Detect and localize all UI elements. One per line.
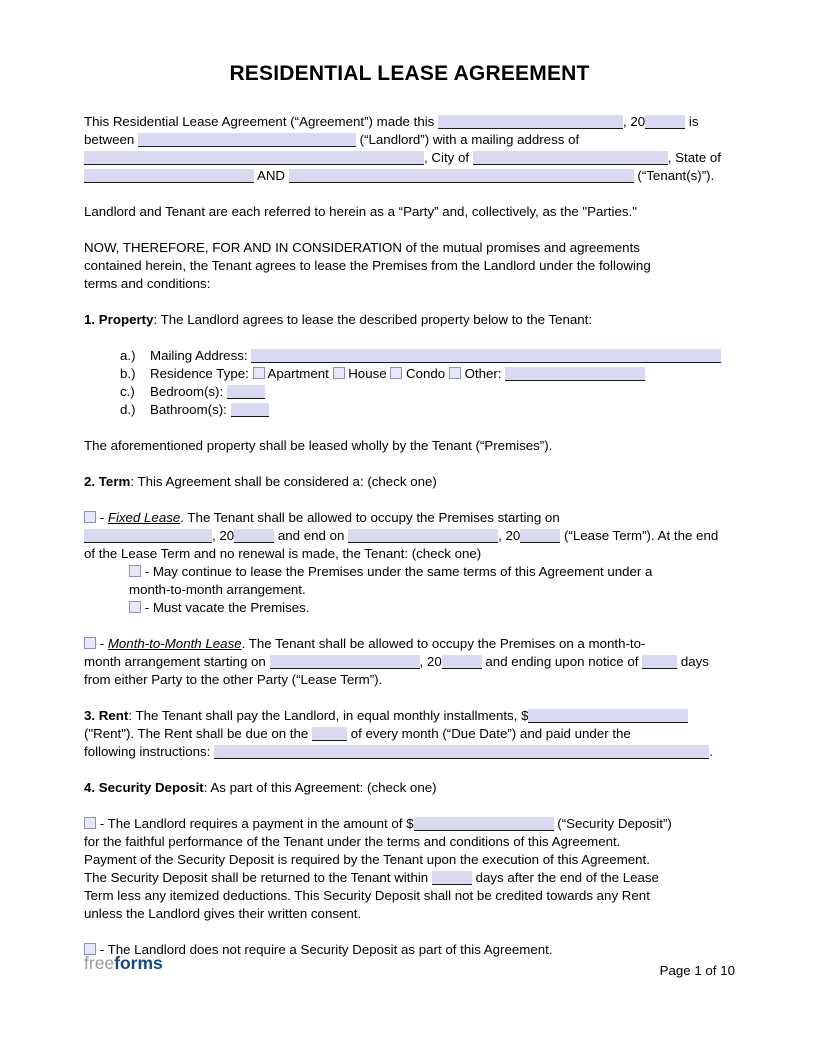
text-segment: : The Tenant shall pay the Landlord, in equal monthly installments, $ [128,708,529,723]
text-segment: : As part of this Agreement: (check one) [203,780,437,795]
text-segment: of the Lease Term and no renewal is made, the Tenant: (check one) [84,546,482,561]
property-item-residence-type [84,365,735,383]
text-segment: . The Tenant shall be allowed to occupy the Premises starting on [180,510,560,525]
text-segment: days [677,654,709,669]
text-segment: ("Rent"). The Rent shall be due on the [84,726,312,741]
text-segment: from either Party to the other Party (“Lease Term”). [84,672,383,687]
page-number-label: Page 1 of 10 [659,963,735,978]
tenant-name-blank[interactable] [289,169,634,183]
text-segment: Mailing Address: [150,348,252,363]
other-residence-checkbox[interactable] [449,367,461,379]
section-1-label: 1. Property [84,312,154,327]
text-segment: Term less any itemized deductions. This Security Deposit shall not be credited towards any Rent [84,888,650,903]
text-segment: Other: [460,366,506,381]
deposit-required-checkbox[interactable] [84,817,96,829]
fixed-lease-checkbox[interactable] [84,511,96,523]
section-2-label: 2. Term [84,474,131,489]
must-vacate-checkbox[interactable] [129,601,141,613]
text-segment: : The Landlord agrees to lease the described property below to the Tenant: [153,312,593,327]
landlord-state-blank[interactable] [84,169,254,183]
landlord-address-blank[interactable] [84,151,424,165]
text-segment: House [344,366,391,381]
text-segment: Payment of the Security Deposit is required by the Tenant upon the execution of this Agreement. [84,852,650,867]
mtm-start-date-blank[interactable] [270,655,420,669]
payment-instructions-blank[interactable] [214,745,709,759]
apartment-checkbox[interactable] [253,367,265,379]
mtm-notice-days-blank[interactable] [642,655,677,669]
fixed-lease-label: Fixed Lease [107,510,181,525]
text-segment: , 20 [212,528,235,543]
text-segment: of every month (“Due Date”) and paid under the [347,726,631,741]
document-title: RESIDENTIAL LEASE AGREEMENT [229,62,590,85]
consideration-paragraph [84,239,735,293]
text-segment: between [84,132,138,147]
text-segment: is [685,114,699,129]
text-segment: Residence Type: [150,366,253,381]
bathrooms-blank[interactable] [231,403,269,417]
property-mailing-address-blank[interactable] [251,349,721,363]
section-3-rent-paragraph [84,707,735,761]
text-segment: (“Lease Term”). At the end [560,528,719,543]
text-segment: Bathroom(s): [150,402,231,417]
text-segment: month-to-month arrangement. [129,582,306,597]
fixed-lease-option-continue [84,563,735,599]
page-footer [84,952,735,980]
month-to-month-label: Month-to-Month Lease [107,636,242,651]
text-segment: - [96,510,108,525]
rent-amount-blank[interactable] [528,709,688,723]
bedrooms-blank[interactable] [227,385,265,399]
fixed-lease-option-vacate [84,599,735,617]
parties-paragraph [84,203,735,221]
text-segment: - The Landlord requires a payment in the amount of $ [96,816,414,831]
item-a-marker: a.) [120,348,136,363]
text-segment: AND [254,168,289,183]
text-segment: , 20 [419,654,442,669]
item-c-marker: c.) [120,384,135,399]
month-to-month-lease-checkbox[interactable] [84,637,96,649]
deposit-return-days-blank[interactable] [432,871,472,885]
text-segment: for the faithful performance of the Tenant under the terms and conditions of this Agreement. [84,834,621,849]
text-segment: , State of [667,150,722,165]
text-segment: (“Landlord”) with a mailing address of [355,132,580,147]
text-segment: month arrangement starting on [84,654,270,669]
fixed-end-year-blank[interactable] [520,529,560,543]
deposit-required-paragraph [84,815,735,923]
month-to-month-paragraph [84,635,735,689]
text-segment: terms and conditions: [84,276,211,291]
house-checkbox[interactable] [333,367,345,379]
intro-paragraph [84,113,735,185]
text-segment: and end on [274,528,349,543]
property-item-bedrooms [84,383,735,401]
property-item-mailing-address [84,347,735,365]
fixed-end-date-blank[interactable] [348,529,498,543]
text-segment: This Residential Lease Agreement (“Agreement”) made this [84,114,439,129]
text-segment: Apartment [264,366,333,381]
agreement-year-blank[interactable] [645,115,685,129]
text-segment: contained herein, the Tenant agrees to lease the Premises from the Landlord under the following [84,258,651,273]
fixed-start-date-blank[interactable] [84,529,212,543]
text-segment: NOW, THEREFORE, FOR AND IN CONSIDERATION of the mutual promises and agreements [84,240,640,255]
text-segment: unless the Landlord gives their written consent. [84,906,362,921]
section-4-label: 4. Security Deposit [84,780,204,795]
section-4-deposit-heading [84,779,735,797]
rent-due-day-blank[interactable] [312,727,347,741]
deposit-amount-blank[interactable] [414,817,554,831]
logo-forms-text: forms [114,953,163,973]
text-segment: : This Agreement shall be considered a: (check one) [130,474,437,489]
text-segment: - May continue to lease the Premises under the same terms of this Agreement under a [141,564,653,579]
logo-free-text: free [84,953,115,973]
property-item-bathrooms [84,401,735,419]
text-segment: The Security Deposit shall be returned to the Tenant within [84,870,432,885]
fixed-start-year-blank[interactable] [234,529,274,543]
premises-paragraph [84,437,735,455]
text-segment: (“Tenant(s)”). [633,168,715,183]
landlord-name-blank[interactable] [138,133,356,147]
text-segment: , City of [424,150,473,165]
landlord-city-blank[interactable] [473,151,668,165]
text-segment: , 20 [623,114,646,129]
item-d-marker: d.) [120,402,136,417]
text-segment: The aforementioned property shall be leased wholly by the Tenant (“Premises”). [84,438,553,453]
text-segment: - [96,636,108,651]
text-segment: following instructions: [84,744,215,759]
agreement-date-blank[interactable] [438,115,623,129]
text-segment: Landlord and Tenant are each referred to herein as a “Party” and, collectively, as the "Parties." [84,204,637,219]
text-segment: days after the end of the Lease [471,870,659,885]
condo-checkbox[interactable] [390,367,402,379]
item-b-marker: b.) [120,366,136,381]
text-segment: - Must vacate the Premises. [141,600,310,615]
other-residence-blank[interactable] [505,367,645,381]
freeforms-logo [84,952,163,974]
text-segment: - The Landlord does not require a Security Deposit as part of this Agreement. [96,942,553,957]
text-segment: , 20 [498,528,521,543]
section-1-property-heading [84,311,735,329]
text-segment: and ending upon notice of [481,654,643,669]
text-segment: . The Tenant shall be allowed to occupy the Premises on a month-to- [241,636,646,651]
text-segment: . [709,744,713,759]
section-2-term-heading [84,473,735,491]
mtm-start-year-blank[interactable] [442,655,482,669]
text-segment: Condo [402,366,449,381]
text-segment: Bedroom(s): [150,384,227,399]
section-3-label: 3. Rent [84,708,129,723]
fixed-lease-paragraph [84,509,735,563]
text-segment: (“Security Deposit”) [553,816,672,831]
continue-month-to-month-checkbox[interactable] [129,565,141,577]
